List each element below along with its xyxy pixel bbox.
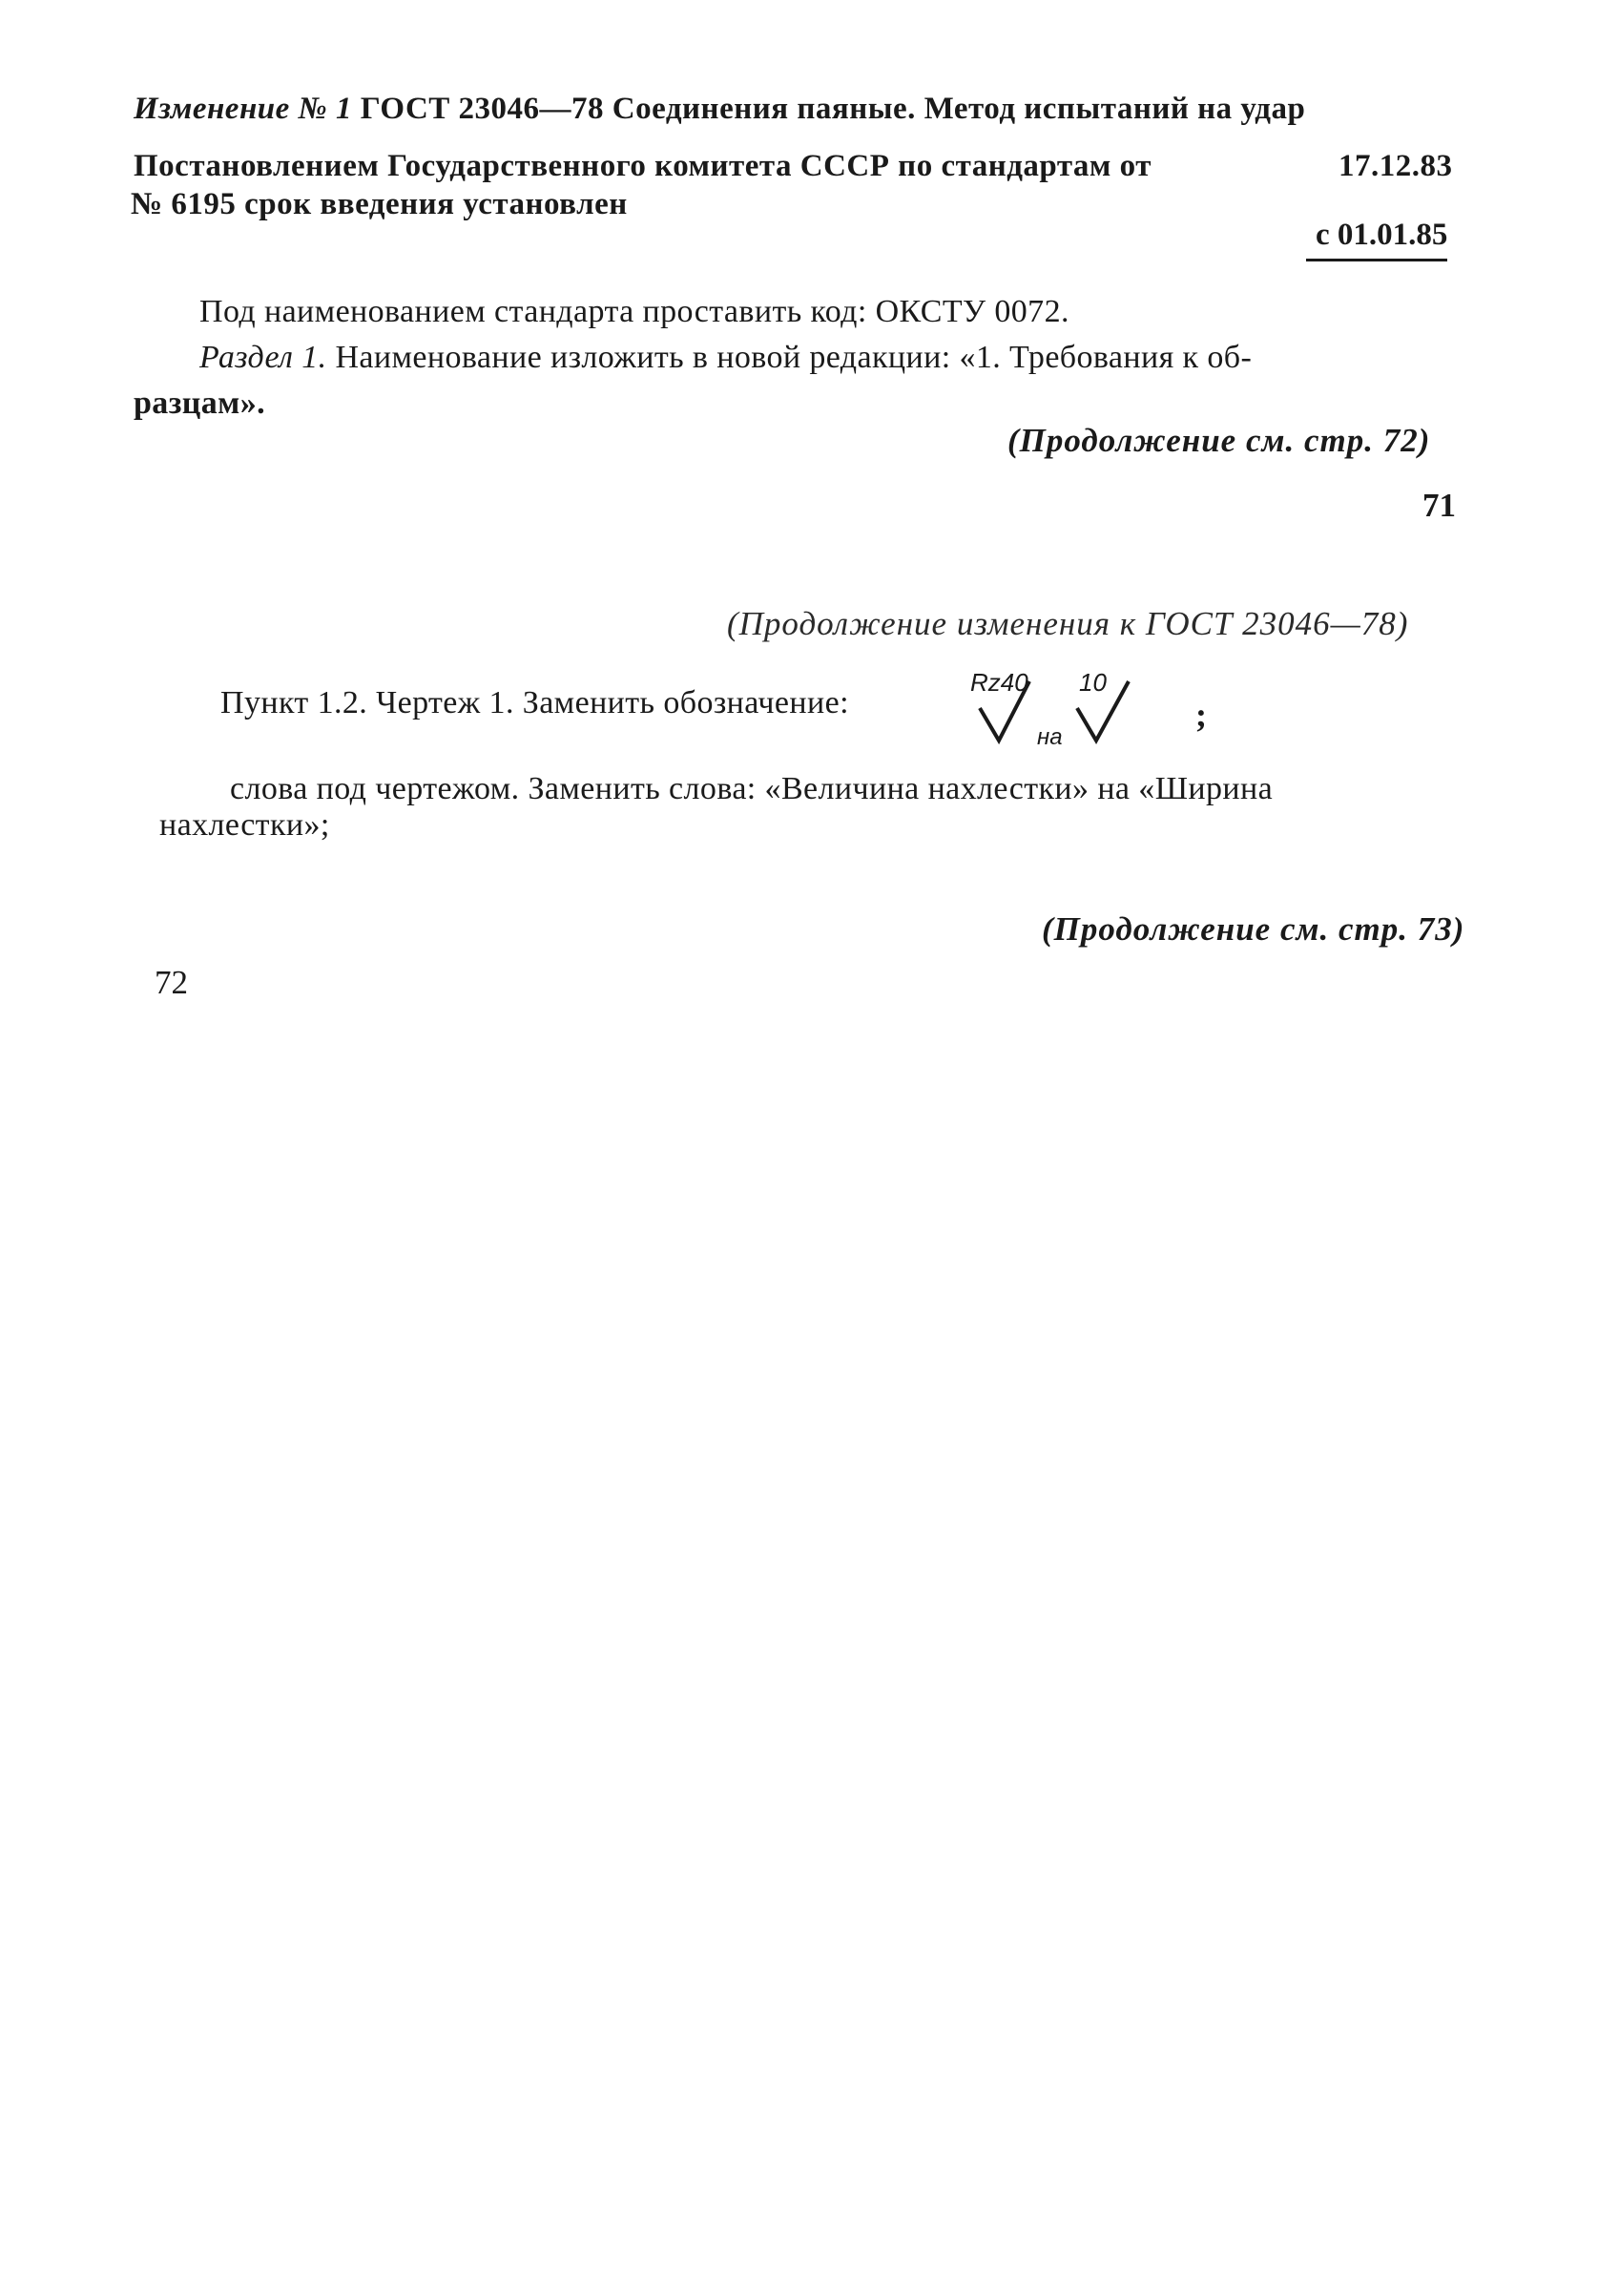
- resolution-line: Постановлением Государственного комитета СССР по стандартам от: [134, 149, 1152, 183]
- paragraph-section1: [199, 340, 1252, 376]
- continuation-note-73: (Продолжение см. стр. 73): [1042, 910, 1465, 948]
- amendment-title-rest: ГОСТ 23046—78 Соединения паяные. Метод испытаний на удар: [351, 92, 1306, 126]
- amendment-title: [134, 92, 1305, 127]
- section-label: Раздел 1.: [199, 340, 327, 375]
- page-number-72: 72: [155, 964, 188, 1001]
- continuation-header: (Продолжение изменения к ГОСТ 23046—78): [727, 605, 1409, 642]
- paragraph-item-1-2: Пункт 1.2. Чертеж 1. Заменить обозначение:: [220, 685, 849, 720]
- continuation-note-72: (Продолжение см. стр. 72): [1007, 422, 1431, 459]
- semicolon: ;: [1195, 696, 1207, 734]
- amendment-number: Изменение № 1: [134, 92, 352, 126]
- resolution-date: 17.12.83: [1339, 149, 1453, 183]
- roughness-word: на: [1037, 724, 1063, 750]
- paragraph-words-line1: слова под чертежом. Заменить слова: «Величина нахлестки» на «Ширина: [230, 771, 1274, 806]
- paragraph-words-line2: нахлестки»;: [159, 807, 330, 843]
- effective-date: с 01.01.85: [1306, 218, 1447, 261]
- roughness-from-label: Rz40: [970, 668, 1028, 697]
- resolution-number-line: № 6195 срок введения установлен: [131, 187, 628, 221]
- page-number-71: 71: [1422, 487, 1456, 524]
- section-text: Наименование изложить в новой редакции: «1. Требования к об-: [326, 340, 1253, 375]
- roughness-to-label: 10: [1079, 668, 1107, 697]
- paragraph-code: Под наименованием стандарта проставить код: ОКСТУ 0072.: [199, 294, 1069, 329]
- roughness-symbol: [966, 668, 1176, 754]
- paragraph-section1-continuation: разцам».: [134, 386, 266, 421]
